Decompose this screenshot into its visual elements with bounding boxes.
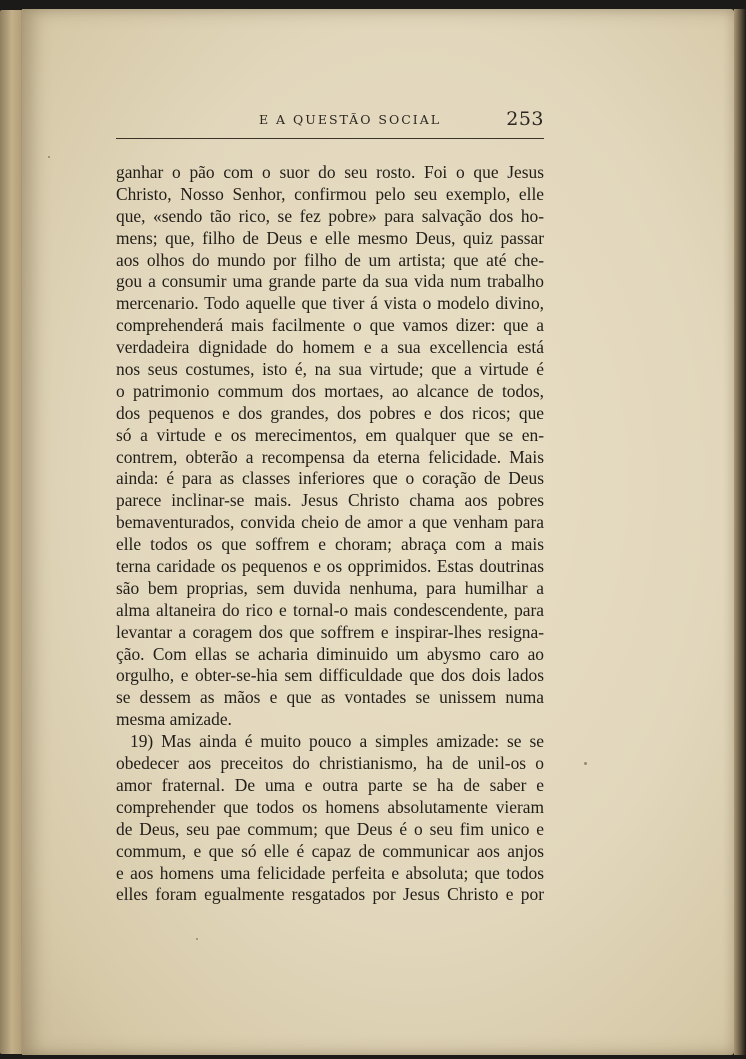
numbered-paragraph-start: 19) Mas ainda é muito pouco a simples amizade: se se	[130, 731, 544, 752]
text-line: só a virtude e os merecimentos, em qualquer que se en-	[116, 424, 544, 445]
paper-speck	[48, 156, 50, 158]
paper-speck	[196, 938, 198, 940]
text-line: se dessem as mãos e que as vontades se unissem numa	[116, 687, 544, 708]
text-line: parece inclinar-se mais. Jesus Christo chama aos pobres	[116, 490, 544, 511]
text-line: contrem, obterão a recompensa da eterna felicidade. Mais	[116, 446, 544, 467]
paragraph-end-line: mesma amizade.	[116, 709, 232, 730]
text-line: ainda: é para as classes inferiores que o coração de Deus	[116, 468, 544, 489]
page-number: 253	[506, 108, 544, 130]
running-title: E A QUESTÃO SOCIAL	[258, 112, 442, 127]
text-line: Christo, Nosso Senhor, confirmou pelo seu exemplo, elle	[116, 183, 544, 204]
text-line: mens; que, filho de Deus e elle mesmo Deus, quiz passar	[116, 227, 544, 248]
text-line: dos pequenos e dos grandes, dos pobres e dos ricos; que	[116, 402, 544, 423]
text-line: gou a consumir uma grande parte da sua vida num trabalho	[116, 271, 544, 292]
text-line: ganhar o pão com o suor do seu rosto. Foi o que Jesus	[116, 162, 544, 182]
text-line: obedecer aos preceitos do christianismo, ha de unil-os o	[116, 753, 544, 774]
text-line: bemaventurados, convida cheio de amor a que venham para	[116, 512, 544, 533]
page-right-edge	[734, 9, 746, 1055]
text-line: levantar a coragem dos que soffrem e inspirar-lhes resigna-	[116, 621, 544, 642]
text-line: nos seus costumes, isto é, na sua virtude; que a virtude é	[116, 359, 544, 380]
running-header	[116, 108, 544, 134]
text-line: ção. Com ellas se acharia diminuido um abysmo caro ao	[116, 643, 544, 664]
text-line: alma altaneira do rico e tornal-o mais condescendente, para	[116, 599, 544, 620]
text-line: o patrimonio commum dos mortaes, ao alcance de todos,	[116, 380, 544, 401]
text-line: aos olhos do mundo por filho de um artista; que até che-	[116, 249, 544, 270]
text-line: elles foram egualmente resgatados por Jesus Christo e por	[116, 884, 544, 905]
paper-speck	[584, 762, 587, 765]
text-line: comprehender que todos os homens absolutamente vieram	[116, 796, 544, 817]
text-line: e aos homens uma felicidade perfeita e absoluta; que todos	[116, 862, 544, 883]
text-line: de Deus, seu pae commum; que Deus é o seu fim unico e	[116, 818, 544, 839]
text-line: amor fraternal. De uma e outra parte se ha de saber e	[116, 774, 544, 795]
text-line: terna caridade os pequenos e os opprimidos. Estas doutrinas	[116, 556, 544, 577]
text-line: elle todos os que soffrem e choram; abraça com a mais	[116, 534, 544, 555]
text-line: são bem proprias, sem duvida nenhuma, para humilhar a	[116, 577, 544, 598]
text-line: mercenario. Todo aquelle que tiver á vista o modelo divino,	[116, 293, 544, 314]
text-line: commum, e que só elle é capaz de communicar aos anjos	[116, 840, 544, 861]
text-line: verdadeira dignidade do homem e a sua excellencia está	[116, 337, 544, 358]
text-line: orgulho, e obter-se-hia sem difficuldade que dos dois lados	[116, 665, 544, 686]
header-rule	[116, 138, 544, 139]
text-line: que, «sendo tão rico, se fez pobre» para salvação dos ho-	[116, 205, 544, 226]
body-text	[116, 162, 544, 906]
text-line: comprehenderá mais facilmente o que vamos dizer: que a	[116, 315, 544, 336]
